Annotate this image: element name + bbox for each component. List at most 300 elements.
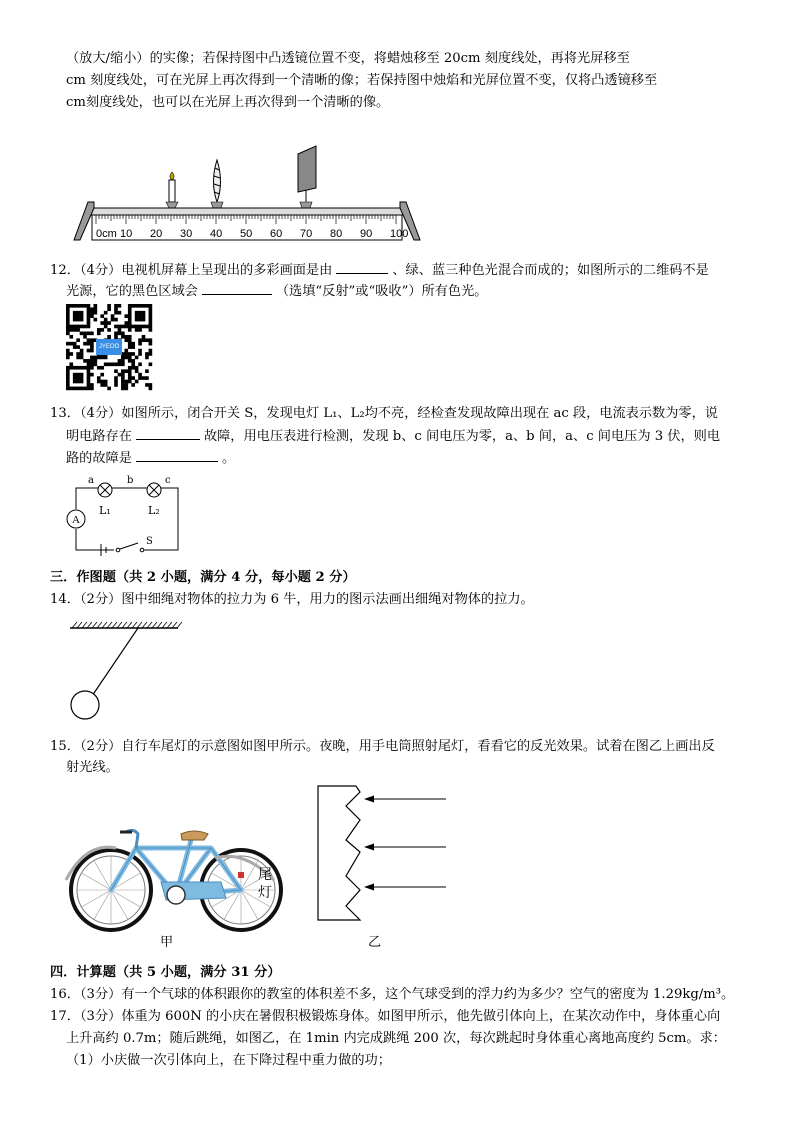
qr-module — [142, 335, 146, 339]
ruler-label: 80 — [330, 228, 343, 240]
qr-module — [90, 332, 94, 336]
qr-module — [128, 380, 132, 384]
qr-module — [149, 352, 153, 356]
qr-module — [118, 359, 122, 363]
qr-module — [80, 318, 84, 322]
qr-module — [90, 338, 94, 342]
qr-module — [138, 311, 142, 315]
lamp-l2-label: L₂ — [148, 504, 160, 517]
qr-module — [69, 352, 73, 356]
qr-module — [104, 325, 108, 329]
qr-module — [83, 366, 87, 370]
qr-module — [128, 366, 132, 370]
qr-module — [87, 314, 91, 318]
qr-module — [145, 338, 149, 342]
q17-line3: （1）小庆做一次引体向上，在下降过程中重力做的功； — [66, 1053, 391, 1068]
qr-module — [128, 304, 132, 308]
qr-module — [121, 359, 125, 363]
qr-module — [114, 380, 118, 384]
qr-module — [138, 328, 142, 332]
qr-module — [138, 318, 142, 322]
wheel-spoke — [94, 861, 111, 890]
qr-module — [66, 321, 70, 325]
wheel-spoke — [82, 890, 111, 907]
qr-module — [138, 304, 142, 308]
qr-module — [87, 359, 91, 363]
qr-module — [90, 387, 94, 391]
qr-module — [128, 321, 132, 325]
qr-module — [66, 307, 70, 311]
hatch-line — [152, 622, 157, 628]
qr-module — [107, 321, 111, 325]
qr-module — [121, 380, 125, 384]
qr-module — [66, 356, 70, 360]
qr-module — [97, 366, 101, 370]
qr-module — [83, 359, 87, 363]
qr-module — [73, 387, 77, 391]
hatch-line — [167, 622, 172, 628]
qr-module — [66, 380, 70, 384]
qr-module — [114, 307, 118, 311]
qr-module — [118, 311, 122, 315]
qr-module — [80, 332, 84, 336]
answer-blank[interactable] — [136, 449, 218, 462]
qr-module — [121, 369, 125, 373]
optical-bench-figure — [66, 140, 436, 245]
qr-module — [149, 383, 153, 387]
qr-module — [149, 328, 153, 332]
qr-module — [121, 325, 125, 329]
qr-module — [80, 356, 84, 360]
q12-text: （选填“反射”或“吸收”）所有色光。 — [275, 284, 488, 299]
q13-text: 路的故障是 — [66, 451, 132, 466]
qr-module — [131, 362, 135, 366]
ammeter-label: A — [72, 514, 80, 526]
qr-module — [90, 359, 94, 363]
qr-module — [73, 311, 77, 315]
qr-module — [124, 321, 128, 325]
q12-text: 、绿、蓝三种色光混合而成的；如图所示的二维码不是 — [392, 263, 709, 278]
qr-module — [69, 342, 73, 346]
qr-module — [66, 387, 70, 391]
qr-module — [107, 328, 111, 332]
lamp-l1-label: L₁ — [99, 504, 111, 517]
qr-module — [145, 383, 149, 387]
qr-module — [73, 328, 77, 332]
qr-module — [87, 342, 91, 346]
qr-module — [90, 373, 94, 377]
qr-module — [94, 318, 98, 322]
hatch-line — [177, 622, 182, 628]
hatch-line — [117, 622, 122, 628]
qr-module — [111, 362, 115, 366]
qr-module — [66, 314, 70, 318]
hatch-line — [97, 622, 102, 628]
hatch-line — [112, 622, 117, 628]
qr-code — [66, 304, 152, 390]
qr-module — [90, 366, 94, 370]
qr-module — [87, 311, 91, 315]
figure-b-caption: 乙 — [368, 935, 382, 950]
qr-module — [100, 373, 104, 377]
wheel-spoke — [94, 890, 111, 919]
qr-module — [66, 342, 70, 346]
qr-module — [66, 325, 70, 329]
qr-module — [80, 387, 84, 391]
qr-module — [100, 328, 104, 332]
reflector-figure — [316, 784, 451, 924]
ruler-label: 10 — [120, 228, 133, 240]
qr-module — [128, 318, 132, 322]
qr-module — [131, 383, 135, 387]
qr-module — [124, 314, 128, 318]
q13-text: 。 — [221, 451, 236, 466]
qr-module — [128, 356, 132, 360]
qr-module — [135, 325, 139, 329]
qr-module — [76, 304, 80, 308]
q13-line2 — [66, 427, 720, 446]
qr-module — [135, 304, 139, 308]
qr-module — [76, 318, 80, 322]
qr-module — [73, 342, 77, 346]
qr-module — [104, 321, 108, 325]
qr-module — [87, 321, 91, 325]
hatch-line — [147, 622, 152, 628]
q13-line3 — [66, 449, 235, 468]
qr-module — [149, 387, 153, 391]
qr-module — [66, 318, 70, 322]
answer-blank[interactable] — [136, 427, 200, 440]
qr-module — [138, 314, 142, 318]
qr-module — [142, 338, 146, 342]
qr-module — [142, 311, 146, 315]
qr-module — [149, 325, 153, 329]
qr-module — [66, 383, 70, 387]
qr-module — [114, 369, 118, 373]
section-heading: 四．计算题（共 5 小题，满分 31 分） — [50, 965, 281, 980]
qr-module — [87, 338, 91, 342]
qr-module — [124, 338, 128, 342]
qr-module — [73, 314, 77, 318]
qr-module — [138, 352, 142, 356]
hatch-line — [102, 622, 107, 628]
qr-module — [111, 318, 115, 322]
qr-module — [118, 373, 122, 377]
qr-module — [135, 314, 139, 318]
qr-module — [66, 376, 70, 380]
qr-module — [114, 304, 118, 308]
qr-module — [121, 332, 125, 336]
qr-module — [128, 314, 132, 318]
qr-module — [131, 352, 135, 356]
qr-module — [97, 376, 101, 380]
qr-module — [104, 362, 108, 366]
qr-module — [114, 325, 118, 329]
qr-module — [149, 349, 153, 353]
qr-module — [83, 342, 87, 346]
qr-module — [104, 356, 108, 360]
hatch-line — [137, 622, 142, 628]
qr-module — [66, 332, 70, 336]
qr-module — [66, 311, 70, 315]
qr-module — [100, 314, 104, 318]
qr-module — [128, 311, 132, 315]
hatch-line — [142, 622, 147, 628]
qr-module — [73, 380, 77, 384]
ruler-label: 30 — [180, 228, 193, 240]
hatch-line — [122, 622, 127, 628]
switch-label: S — [146, 536, 153, 547]
qr-module — [73, 366, 77, 370]
ruler-label: 70 — [300, 228, 313, 240]
qr-module — [94, 311, 98, 315]
qr-module — [73, 318, 77, 322]
qr-module — [107, 304, 111, 308]
qr-module — [87, 304, 91, 308]
qr-module — [87, 369, 91, 373]
q12-text: 光源，它的黑色区域会 — [66, 284, 198, 299]
node-c-label: c — [165, 475, 171, 486]
qr-module — [76, 376, 80, 380]
qr-module — [128, 359, 132, 363]
q12-text: 12．（4分）电视机屏幕上呈现出的多彩画面是由 — [50, 263, 333, 278]
q15-line2: 射光线。 — [66, 760, 119, 775]
qr-module — [94, 362, 98, 366]
qr-module — [73, 345, 77, 349]
qr-module — [114, 332, 118, 336]
qr-module — [124, 352, 128, 356]
qr-module — [87, 366, 91, 370]
qr-module — [114, 318, 118, 322]
qr-module — [87, 318, 91, 322]
qr-module — [100, 380, 104, 384]
qr-module — [66, 373, 70, 377]
qr-module — [90, 314, 94, 318]
q13-text: 故障，用电压表进行检测，发现 b、c 间电压为零，a、b 间，a、c 间电压为 3 伏，则电 — [203, 429, 721, 444]
qr-module — [124, 356, 128, 360]
qr-module — [69, 325, 73, 329]
qr-module — [83, 332, 87, 336]
circuit-diagram — [66, 472, 186, 557]
text-line: cm 刻度线处，可在光屏上再次得到一个清晰的像；若保持图中烛焰和光屏位置不变，仅将凸透镜移至 — [66, 73, 658, 88]
qr-module — [80, 376, 84, 380]
qr-module — [87, 325, 91, 329]
qr-module — [76, 380, 80, 384]
qr-module — [80, 366, 84, 370]
qr-module — [90, 307, 94, 311]
qr-module — [97, 380, 101, 384]
qr-module — [135, 311, 139, 315]
qr-module — [121, 373, 125, 377]
qr-module — [118, 328, 122, 332]
qr-module — [90, 362, 94, 366]
qr-module — [94, 359, 98, 363]
qr-module — [138, 342, 142, 346]
wheel-spoke — [82, 873, 111, 890]
answer-blank[interactable] — [336, 261, 388, 274]
qr-module — [149, 314, 153, 318]
q13-text: 明电路存在 — [66, 429, 132, 444]
qr-module — [69, 362, 73, 366]
qr-module — [124, 335, 128, 339]
hatch-line — [132, 622, 137, 628]
qr-module — [114, 383, 118, 387]
qr-module — [80, 311, 84, 315]
qr-module — [104, 318, 108, 322]
qr-module — [94, 307, 98, 311]
qr-module — [87, 373, 91, 377]
hatch-line — [92, 622, 97, 628]
ruler-label: 50 — [240, 228, 253, 240]
qr-module — [76, 352, 80, 356]
qr-module — [83, 304, 87, 308]
q16-text: 16．（3分）有一个气球的体积跟你的教室的体积差不多，这个气球受到的浮力约为多少？空气的密度为 1.29kg/m³。 — [50, 987, 735, 1002]
qr-module — [124, 369, 128, 373]
q13-line1: 13．（4分）如图所示，闭合开关 S，发现电灯 L₁、L₂均不亮，经检查发现故障出现在 ac 段，电流表示数为零，说 — [50, 406, 718, 421]
qr-module — [90, 349, 94, 353]
qr-module — [69, 387, 73, 391]
text-line: （放大/缩小）的实像；若保持图中凸透镜位置不变，将蜡烛移至 20cm 刻度线处，再将光屏移至 — [66, 51, 630, 66]
qr-module — [76, 338, 80, 342]
hatch-line — [162, 622, 167, 628]
qr-module — [87, 307, 91, 311]
answer-blank[interactable] — [202, 282, 272, 295]
qr-module — [149, 338, 153, 342]
qr-module — [142, 314, 146, 318]
qr-module — [142, 304, 146, 308]
text-line: cm刻度线处，也可以在光屏上再次得到一个清晰的像。 — [66, 95, 390, 110]
qr-module — [124, 325, 128, 329]
qr-module — [76, 325, 80, 329]
qr-module — [76, 314, 80, 318]
qr-module — [114, 362, 118, 366]
qr-module — [76, 366, 80, 370]
qr-module — [104, 311, 108, 315]
qr-module — [69, 328, 73, 332]
qr-module — [73, 376, 77, 380]
qr-module — [114, 311, 118, 315]
qr-module — [149, 321, 153, 325]
qr-module — [100, 366, 104, 370]
qr-module — [80, 304, 84, 308]
qr-module — [97, 328, 101, 332]
qr-module — [135, 328, 139, 332]
qr-module — [114, 376, 118, 380]
qr-module — [124, 380, 128, 384]
qr-module — [145, 352, 149, 356]
qr-module — [104, 383, 108, 387]
qr-module — [76, 356, 80, 360]
qr-module — [69, 366, 73, 370]
qr-module — [128, 325, 132, 329]
qr-module — [66, 349, 70, 353]
hatch-line — [72, 622, 77, 628]
qr-module — [80, 314, 84, 318]
qr-module — [76, 328, 80, 332]
qr-module — [124, 349, 128, 353]
qr-module — [131, 366, 135, 370]
ruler-label: 0cm — [96, 228, 117, 240]
qr-module — [66, 304, 70, 308]
qr-module — [87, 376, 91, 380]
qr-module — [76, 387, 80, 391]
ruler-label: 100 — [390, 228, 409, 240]
hatch-line — [107, 622, 112, 628]
qr-module — [104, 380, 108, 384]
qr-module — [76, 345, 80, 349]
qr-module — [142, 318, 146, 322]
qr-module — [118, 362, 122, 366]
qr-module — [128, 373, 132, 377]
qr-module — [94, 304, 98, 308]
node-a-label: a — [88, 475, 94, 486]
qr-module — [83, 335, 87, 339]
qr-module — [128, 328, 132, 332]
qr-module — [73, 325, 77, 329]
qr-module — [145, 376, 149, 380]
qr-module — [128, 307, 132, 311]
q17-line1: 17．（3分）体重为 600N 的小庆在暑假积极锻炼身体。如图甲所示，他先做引体向上，在某次动作中，身体重心向 — [50, 1009, 721, 1024]
wheel-spoke — [224, 890, 241, 919]
qr-module — [131, 304, 135, 308]
qr-module — [90, 311, 94, 315]
bicycle-figure — [66, 820, 286, 935]
qr-module — [80, 349, 84, 353]
qr-module — [131, 325, 135, 329]
qr-module — [142, 376, 146, 380]
q15-line1: 15．（2分）自行车尾灯的示意图如图甲所示。夜晚，用手电筒照射尾灯，看看它的反光效果。试着在图乙上画出反 — [50, 739, 715, 754]
qr-logo: JYEOO — [96, 339, 122, 355]
qr-module — [128, 352, 132, 356]
qr-module — [87, 349, 91, 353]
qr-module — [135, 356, 139, 360]
qr-module — [149, 311, 153, 315]
qr-module — [107, 307, 111, 311]
qr-module — [80, 325, 84, 329]
wheel-spoke — [111, 890, 128, 919]
q12-line1 — [50, 261, 709, 280]
qr-module — [149, 342, 153, 346]
hatch-line — [127, 622, 132, 628]
qr-module — [142, 325, 146, 329]
qr-module — [80, 373, 84, 377]
section-heading: 三．作图题（共 2 小题，满分 4 分，每小题 2 分） — [50, 570, 356, 585]
qr-module — [121, 383, 125, 387]
qr-module — [100, 383, 104, 387]
qr-module — [135, 366, 139, 370]
qr-module — [149, 362, 153, 366]
qr-module — [87, 332, 91, 336]
q14-text: 14．（2分）图中细绳对物体的拉力为 6 牛，用力的图示法画出细绳对物体的拉力。 — [50, 592, 534, 607]
qr-module — [83, 325, 87, 329]
qr-module — [135, 380, 139, 384]
qr-module — [90, 342, 94, 346]
qr-module — [100, 356, 104, 360]
qr-module — [87, 387, 91, 391]
qr-module — [100, 321, 104, 325]
qr-module — [90, 356, 94, 360]
qr-module — [69, 335, 73, 339]
qr-module — [66, 369, 70, 373]
qr-module — [80, 352, 84, 356]
qr-module — [118, 304, 122, 308]
qr-module — [111, 314, 115, 318]
qr-module — [128, 376, 132, 380]
qr-module — [128, 338, 132, 342]
qr-module — [76, 311, 80, 315]
qr-module — [90, 345, 94, 349]
qr-module — [138, 373, 142, 377]
